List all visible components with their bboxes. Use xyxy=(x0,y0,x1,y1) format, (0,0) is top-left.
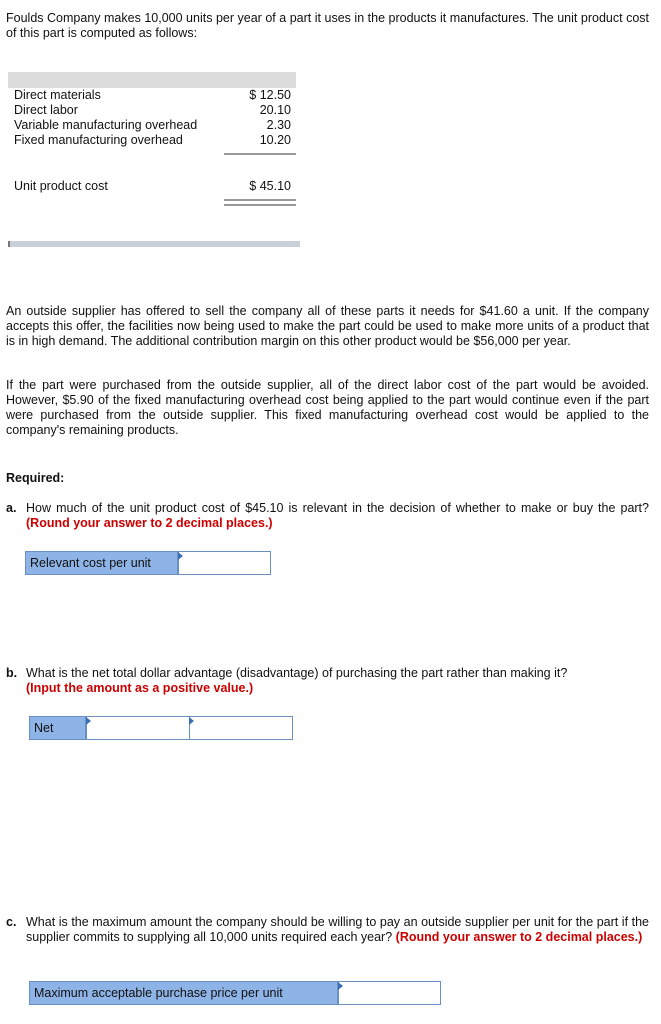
question-b-instruction: (Input the amount as a positive value.) xyxy=(26,681,254,695)
row-value: 20.10 xyxy=(259,103,291,117)
max-price-input[interactable] xyxy=(338,982,440,1004)
total-rule-bottom xyxy=(224,204,296,206)
total-label: Unit product cost xyxy=(14,179,108,193)
input-marker-icon xyxy=(178,552,183,560)
total-rule-top xyxy=(224,199,296,201)
input-marker-icon xyxy=(86,717,91,725)
max-price-label: Maximum acceptable purchase price per unit xyxy=(30,982,338,1004)
required-heading: Required: xyxy=(6,471,65,485)
table-row xyxy=(14,103,296,118)
subtotal-rule xyxy=(224,153,296,155)
max-price-answer-row xyxy=(29,981,441,1005)
row-label: Direct materials xyxy=(14,88,101,102)
input-marker-icon xyxy=(189,717,194,725)
question-letter: a. xyxy=(6,501,17,515)
question-letter: c. xyxy=(6,915,17,929)
question-a xyxy=(6,501,649,531)
row-value: 10.20 xyxy=(259,133,291,147)
question-c xyxy=(6,915,649,945)
net-direction-input[interactable] xyxy=(189,717,292,739)
net-amount-input[interactable] xyxy=(86,717,189,739)
row-value: 2.30 xyxy=(266,118,291,132)
question-b-text xyxy=(26,666,649,696)
unit-cost-table xyxy=(8,72,296,252)
question-c-body: What is the maximum amount the company should be willing to pay an outside supplier per unit for the part if the supplier commits to supplying all 10,000 units required each year? xyxy=(26,915,649,944)
supplier-offer-paragraph: An outside supplier has offered to sell the company all of these parts it needs for $41.60 a unit. If the company accepts this offer, the facilities now being used to make the part could be used to make more units of a product that is in high demand. The additional contribution margin on this other product would be $56,000 per year. xyxy=(6,304,649,348)
table-row xyxy=(14,133,296,148)
question-a-instruction: (Round your answer to 2 decimal places.) xyxy=(26,516,273,530)
relevant-cost-answer-row xyxy=(25,551,271,575)
row-label: Direct labor xyxy=(14,103,78,117)
question-b xyxy=(6,666,649,696)
question-c-instruction: (Round your answer to 2 decimal places.) xyxy=(395,930,643,944)
total-row xyxy=(14,179,296,194)
table-row xyxy=(14,118,296,133)
relevant-cost-input[interactable] xyxy=(178,552,270,574)
question-a-body: How much of the unit product cost of $45.10 is relevant in the decision of whether to make or buy the part? xyxy=(26,501,649,515)
row-label: Fixed manufacturing overhead xyxy=(14,133,183,147)
question-b-body: What is the net total dollar advantage (disadvantage) of purchasing the part rather than making it? xyxy=(26,666,568,680)
relevant-cost-label: Relevant cost per unit xyxy=(26,552,178,574)
table-bottom-bar xyxy=(8,241,300,247)
net-answer-row xyxy=(29,716,293,740)
intro-text: Foulds Company makes 10,000 units per year of a part it uses in the products it manufactures. The unit product cost of this part is computed as follows: xyxy=(6,11,649,40)
net-label: Net xyxy=(30,717,86,739)
question-letter: b. xyxy=(6,666,18,680)
table-row xyxy=(14,88,296,103)
cost-details-paragraph: If the part were purchased from the outside supplier, all of the direct labor cost of the part would be avoided. However, $5.90 of the fixed manufacturing overhead cost being applied to the part would continue even if the part were purchased from the outside supplier. This fixed manufacturing overhead cost would be applied to the company's remaining products. xyxy=(6,378,649,437)
question-a-text xyxy=(26,501,649,531)
table-header-bar xyxy=(8,72,296,88)
input-marker-icon xyxy=(338,982,343,990)
question-c-text xyxy=(26,915,649,945)
row-value: $ 12.50 xyxy=(249,88,291,102)
row-label: Variable manufacturing overhead xyxy=(14,118,198,132)
total-value: $ 45.10 xyxy=(249,179,291,193)
